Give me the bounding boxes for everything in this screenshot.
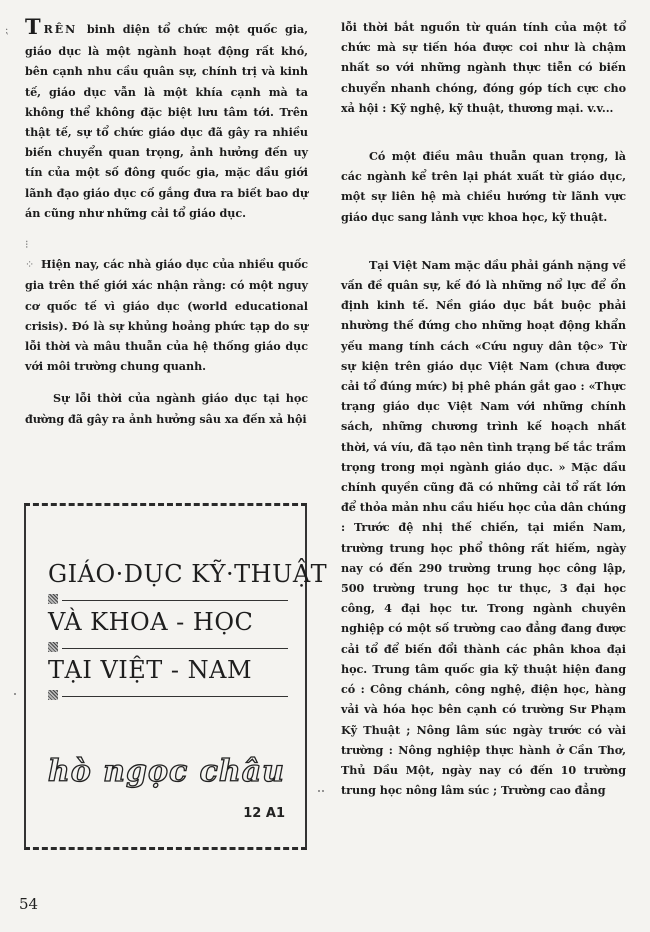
author-name: hò ngọc châu [47, 754, 285, 789]
rule-line [62, 696, 288, 697]
title-rule-1 [48, 594, 288, 606]
left-column [5, 14, 308, 429]
right-column [341, 17, 626, 800]
hatched-square-icon [48, 690, 58, 700]
right-paragraph-3: Tại Việt Nam mặc dầu phải gánh nặng về vấn đề quân sự, kế đó là những nổ lực để ổn định kinh tế. Nền giáo dục bắt buộc phải nhường thế đứng cho những hoạt động khẩn yếu mang tính cách «Cứu nguy dân tộc» Từ sự kiện trên giáo dục Việt Nam (chưa được cải tổ đúng mức) bị phê phán gắt gao : «Thực trạng giáo dục Việt Nam với những chính sách, những chương trình kế hoạch nhất thời, vá víu, đã tạo nên tình trạng bế tắc trầm trọng trong mọi ngành giáo dục. » Mặc dầu chính quyền cũng đã có những cải tổ rất lớn để thỏa mản nhu cầu hiếu học của dân chúng : Trước đệ nhị thế chiến, tại miền Nam, trường trung học phổ thông rất hiếm, ngày nay có đến 290 trường trung học công lập, 500 trường trung học tư thục, 3 đại học công, 4 đại học tư. Trong ngành chuyên nghiệp có một số trường cao đẳng đang được cải tổ để biến đổi thành các phân khoa đại học. Trung tâm quốc gia kỹ thuật hiện đang có : Công chánh, công nghệ, điện học, hàng vải và hóa học bên cạnh có trường Sư Phạm Kỹ Thuật ; Nông lâm súc ngày trước có vài trường : Nông nghiệp thực hành ở Cần Thơ, Thủ Dầu Một, ngày nay có đến 10 trường trung học nông lâm súc ; Trường cao đẳng [341, 257, 626, 798]
title-line-3: TẠI VIỆT - NAM [48, 656, 253, 684]
left-paragraph-1-text: binh diện tổ chức một quốc gia, giáo dục là một ngành hoạt động rất khó, bên cạnh nhu cầu quân sự, chính trị và kinh tế, giáo dục vẫn là một khía cạnh mà ta không thể không đặc biệt lưu tâm tới. Trên thật tế, sự tổ chức giáo dục đã gây ra nhiều biến chuyển quan trọng, ảnh hưởng đến uy tín của một số đông quốc gia, mặc dầu giới lãnh đạo giáo dục cố gắng đưa ra biết bao dự án cũng như những cải tổ giáo dục. [25, 22, 308, 220]
hatched-square-icon [48, 642, 58, 652]
author-class: 12 A1 [243, 806, 285, 821]
scan-speck [318, 790, 320, 792]
right-paragraph-2: Có một điều mâu thuẫn quan trọng, là các ngành kể trên lại phát xuất từ giáo dục, một sự liên hệ mà chiều hướng từ lãnh vực giáo dục sang lảnh vực khoa học, kỹ thuật. [341, 149, 626, 224]
rule-line [62, 600, 288, 601]
drop-cap: T [25, 14, 41, 39]
right-paragraph-1: lỗi thời bắt nguồn từ quán tính của một tổ chức mà sự tiến hóa được coi như là chậm nhất so với những ngành thực tiễn có biến chuyển nhanh chóng, đóng góp tích cực cho xả hội : Kỹ nghệ, kỹ thuật, thương mại. v.v... [341, 20, 626, 115]
ornament-mark-icon: ⁏ [5, 25, 9, 36]
hatched-square-icon [48, 594, 58, 604]
scan-speck [322, 790, 324, 792]
title-rule-3 [48, 690, 288, 702]
title-rule-2 [48, 642, 288, 654]
left-paragraph-2-text: Hiện nay, các nhà giáo dục của nhiều quốc gia trên thế giới xác nhận rằng: có một nguy cơ quốc tế vì giáo dục (world educational crisis). Đó là sự khủng hoảng phức tạp do sự lỗi thời và mâu thuẫn của hệ thống giáo dục với môi trường chung quanh. [25, 257, 308, 374]
title-line-1: GIÁO·DỤC KỸ·THUẬT [48, 560, 328, 588]
left-paragraph-2 [25, 235, 308, 376]
title-line-2: VÀ KHOA - HỌC [48, 608, 254, 636]
ornament-mark-icon: ⁝ ⁘ [25, 238, 35, 272]
page-number: 54 [19, 895, 39, 913]
left-paragraph-3: Sự lỗi thời của ngành giáo dục tại học đường đã gây ra ảnh hưởng sâu xa đến xả hội [25, 391, 308, 426]
smallcaps-lead: RÊN [43, 23, 78, 36]
scan-speck [14, 693, 16, 695]
left-paragraph-1 [5, 14, 308, 223]
article-title-box [24, 503, 328, 850]
rule-line [62, 648, 288, 649]
